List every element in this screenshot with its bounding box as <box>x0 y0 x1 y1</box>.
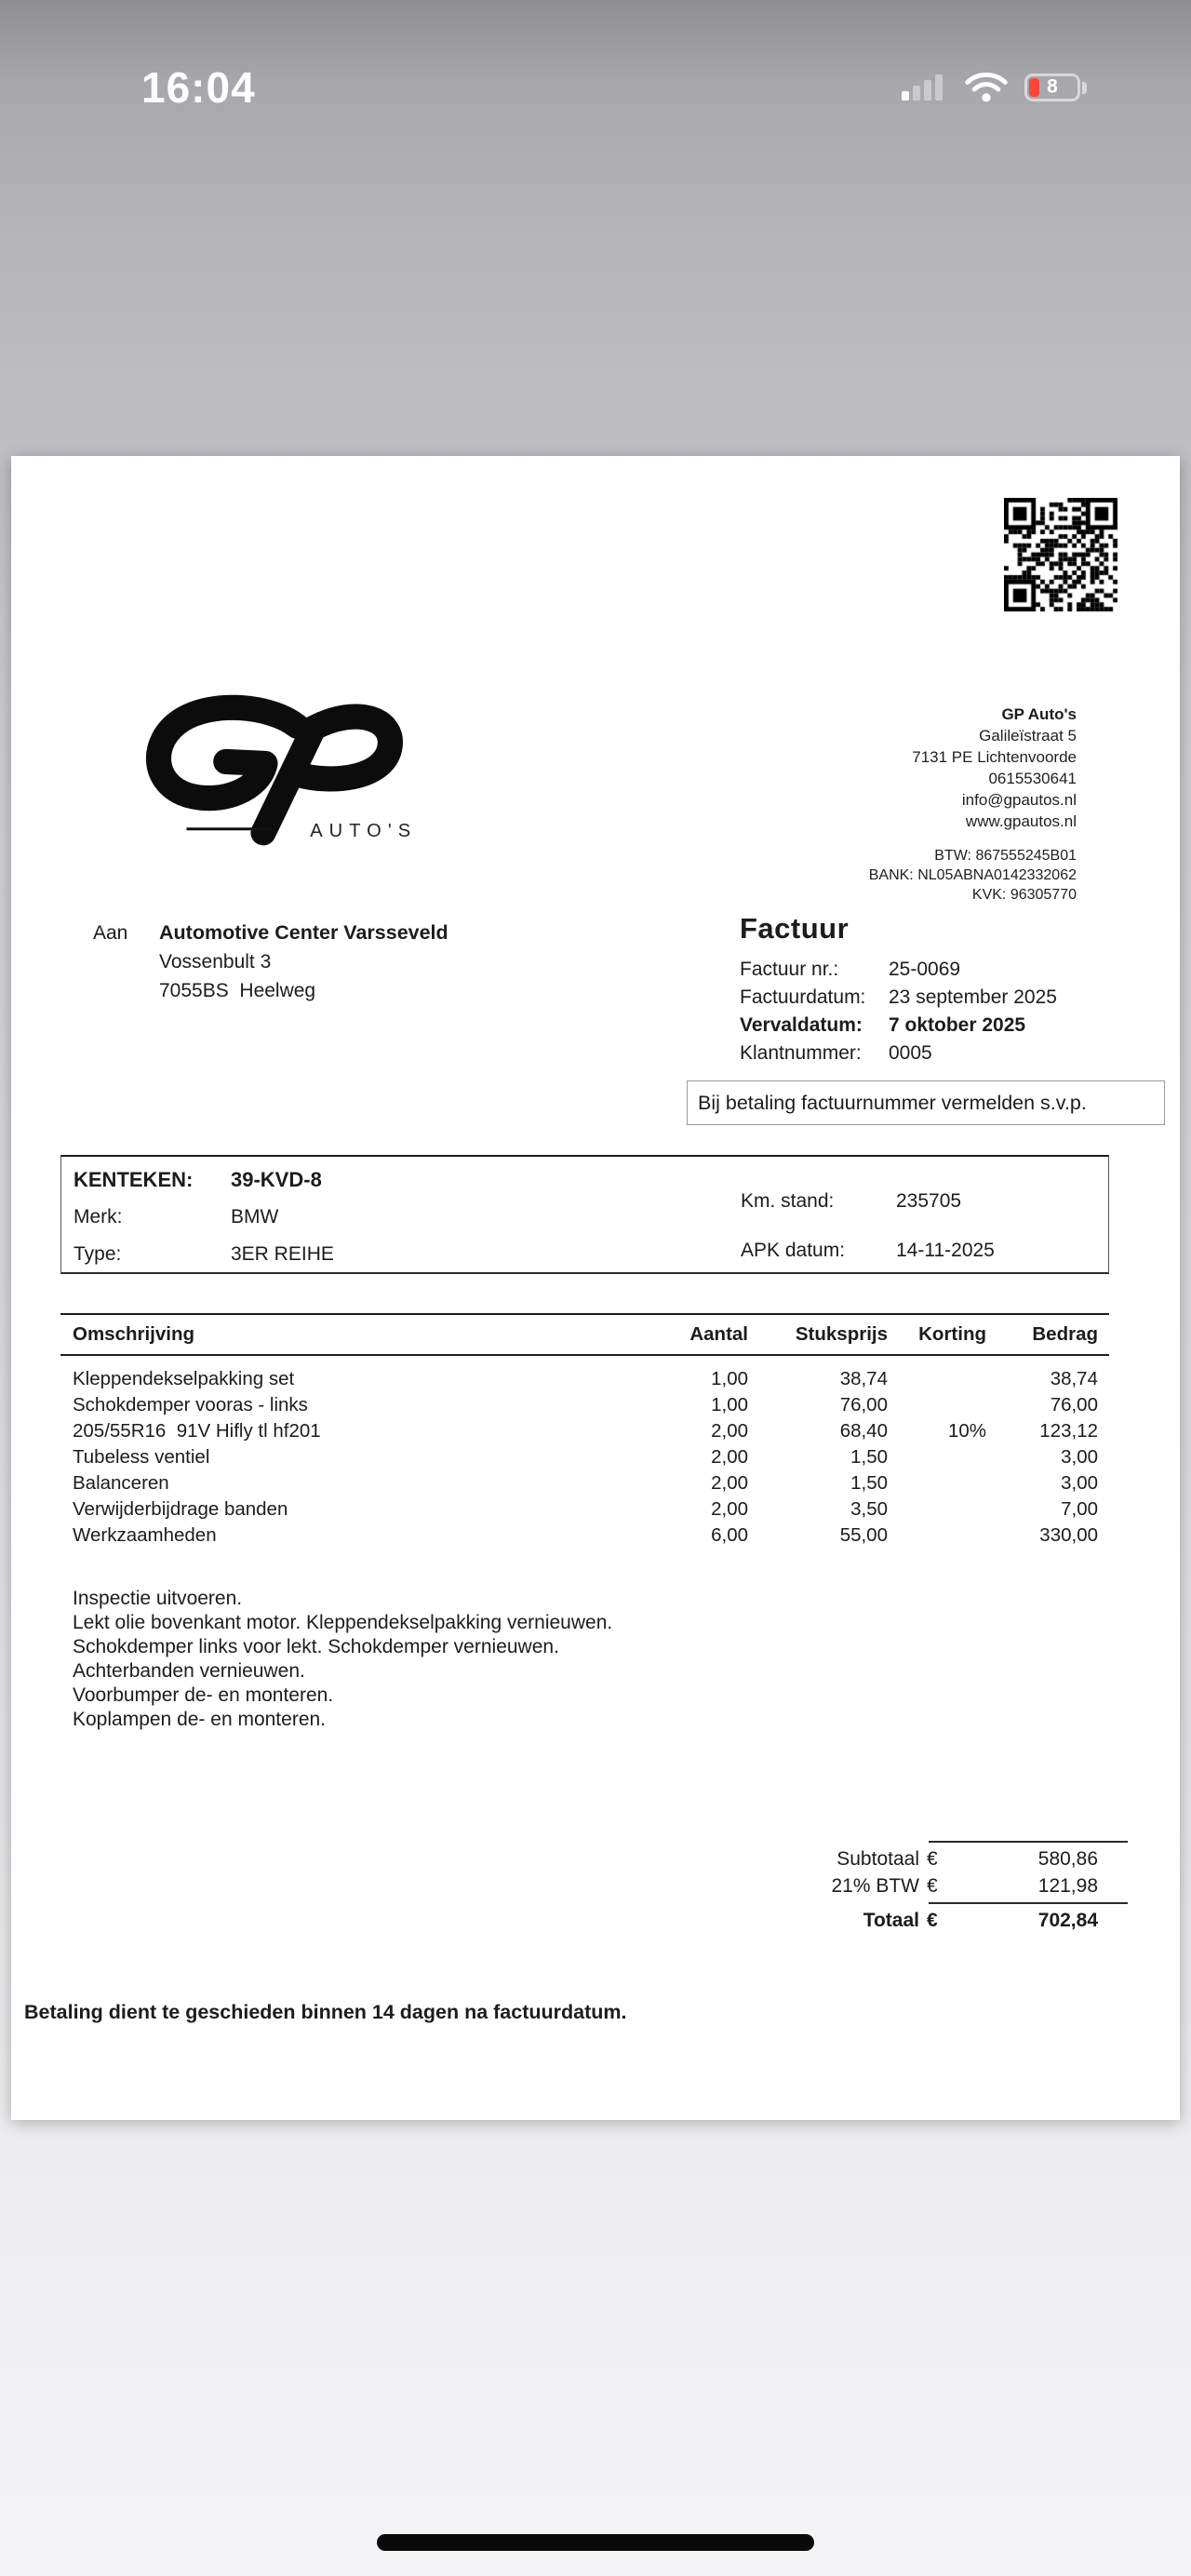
invoice-meta-label: Klantnummer: <box>740 1042 862 1064</box>
table-cell: 2,00 <box>711 1420 748 1442</box>
table-cell: 2,00 <box>711 1472 748 1494</box>
table-cell: Balanceren <box>73 1472 169 1494</box>
vehicle-type-row <box>74 1241 334 1268</box>
totals-currency: € <box>927 1875 938 1897</box>
invoice-meta-label: Vervaldatum: <box>740 1014 863 1036</box>
invoice-meta-label: Factuur nr.: <box>740 959 839 980</box>
gp-logo-subtext: AUTO'S <box>310 820 411 841</box>
work-note-line: Voorbumper de- en monteren. <box>73 1684 334 1706</box>
table-cell: 55,00 <box>839 1524 888 1546</box>
column-header: Korting <box>918 1323 986 1345</box>
work-note-line: Achterbanden vernieuwen. <box>73 1660 305 1682</box>
company-registration-line: KVK: 96305770 <box>971 887 1077 903</box>
table-cell: 76,00 <box>839 1394 888 1415</box>
table-row <box>60 1444 1109 1470</box>
column-header: Omschrijving <box>73 1323 195 1345</box>
totals-amount: 121,98 <box>1037 1875 1098 1897</box>
table-cell: Schokdemper vooras - links <box>73 1394 308 1415</box>
vehicle-info-box <box>60 1155 1109 1274</box>
company-address-line: www.gpautos.nl <box>965 812 1077 830</box>
table-cell: 6,00 <box>711 1524 748 1546</box>
table-cell: 76,00 <box>1050 1394 1098 1415</box>
table-cell <box>888 1444 986 1470</box>
company-registration <box>869 846 1077 905</box>
table-cell <box>888 1392 986 1418</box>
kenteken-value: 39-KVD-8 <box>231 1168 322 1191</box>
cellular-signal-icon <box>902 73 948 102</box>
table-cell: 7,00 <box>1061 1498 1098 1520</box>
invoice-header <box>687 912 1165 1125</box>
type-label: Type: <box>74 1243 122 1265</box>
status-bar <box>0 48 1191 127</box>
table-cell <box>888 1470 986 1496</box>
work-notes <box>73 1587 612 1732</box>
company-address <box>869 725 1077 832</box>
invoice-meta-value: 25-0069 <box>889 959 961 980</box>
table-cell: 205/55R16 91V Hifly tl hf201 <box>73 1420 321 1442</box>
vehicle-apk-row <box>741 1237 995 1265</box>
invoice-document[interactable] <box>11 456 1180 2120</box>
invoice-meta <box>740 956 1165 1067</box>
table-cell: 68,40 <box>839 1420 888 1442</box>
recipient-lines <box>93 947 448 1005</box>
column-header: Aantal <box>689 1323 748 1345</box>
gp-logo <box>130 691 411 868</box>
items-table <box>60 1313 1109 1549</box>
totals <box>661 1838 1098 1934</box>
table-row <box>60 1392 1109 1418</box>
table-cell: 3,00 <box>1061 1446 1098 1468</box>
company-info <box>869 704 1077 905</box>
home-indicator[interactable] <box>377 2534 814 2551</box>
company-registration-line: BANK: NL05ABNA0142332062 <box>868 867 1077 883</box>
totals-amount: 580,86 <box>1037 1848 1098 1870</box>
status-icons <box>902 72 1087 103</box>
totals-amount: 702,84 <box>1037 1910 1098 1931</box>
table-cell <box>888 1496 986 1523</box>
totals-rule <box>929 1902 1128 1904</box>
table-cell: 3,00 <box>1061 1472 1098 1494</box>
km-label: Km. stand: <box>741 1190 835 1212</box>
table-cell: 2,00 <box>711 1446 748 1468</box>
invoice-meta-row <box>740 1040 1165 1067</box>
totals-row <box>661 1907 1098 1934</box>
totals-label: Subtotaal <box>836 1848 919 1870</box>
company-registration-line: BTW: 867555245B01 <box>934 848 1077 864</box>
payment-note-box: Bij betaling factuurnummer vermelden s.v.p. <box>687 1080 1165 1125</box>
vehicle-km-row <box>741 1187 995 1215</box>
table-cell: 1,50 <box>850 1472 888 1494</box>
totals-label: Totaal <box>863 1910 919 1931</box>
table-cell: 38,74 <box>1050 1368 1098 1389</box>
company-address-line: info@gpautos.nl <box>961 791 1077 809</box>
apk-value: 14-11-2025 <box>896 1240 995 1261</box>
km-value: 235705 <box>896 1190 962 1212</box>
table-cell: Verwijderbijdrage banden <box>73 1498 288 1520</box>
payment-terms: Betaling dient te geschieden binnen 14 dagen na factuurdatum. <box>24 2001 627 2023</box>
merk-value: BMW <box>231 1206 279 1228</box>
table-cell: 330,00 <box>1039 1524 1098 1546</box>
totals-label: 21% BTW <box>831 1875 919 1897</box>
invoice-meta-row <box>740 984 1165 1012</box>
table-cell: 1,00 <box>711 1368 748 1389</box>
recipient-address-line: 7055BS Heelweg <box>159 980 316 1001</box>
qr-code <box>1004 498 1117 611</box>
table-cell <box>888 1523 986 1549</box>
battery-icon <box>1024 74 1087 101</box>
table-row <box>60 1366 1109 1392</box>
recipient-address <box>93 919 448 1005</box>
gp-logo-monogram <box>130 691 411 864</box>
table-cell: 1,50 <box>850 1446 888 1468</box>
merk-label: Merk: <box>74 1206 123 1228</box>
table-cell: Werkzaamheden <box>73 1524 217 1546</box>
work-note-line: Schokdemper links voor lekt. Schokdemper vernieuwen. <box>73 1636 559 1657</box>
battery-body <box>1024 74 1080 101</box>
table-cell: 2,00 <box>711 1498 748 1520</box>
vehicle-right-column <box>741 1187 995 1265</box>
table-row <box>60 1496 1109 1523</box>
wifi-icon <box>965 72 1008 103</box>
invoice-meta-label: Factuurdatum: <box>740 986 866 1008</box>
work-note-line: Koplampen de- en monteren. <box>73 1709 327 1730</box>
totals-row <box>661 1845 1098 1872</box>
company-address-line: 7131 PE Lichtenvoorde <box>912 748 1077 766</box>
table-row <box>60 1470 1109 1496</box>
company-address-line: Galileïstraat 5 <box>979 727 1077 745</box>
items-table-body <box>60 1366 1109 1549</box>
totals-rule <box>929 1841 1128 1843</box>
company-address-line: 0615530641 <box>988 770 1077 787</box>
table-row <box>60 1523 1109 1549</box>
invoice-meta-value: 0005 <box>889 1042 932 1064</box>
table-row <box>60 1418 1109 1444</box>
vehicle-kenteken-row <box>74 1166 334 1194</box>
vehicle-left-column <box>74 1166 334 1278</box>
column-header: Bedrag <box>1032 1323 1098 1345</box>
vehicle-merk-row <box>74 1203 334 1231</box>
recipient-address-line: Vossenbult 3 <box>159 951 272 973</box>
recipient-name: Automotive Center Varsseveld <box>159 921 448 944</box>
invoice-meta-row <box>740 956 1165 984</box>
apk-label: APK datum: <box>741 1240 846 1261</box>
battery-percent: 8 <box>1047 75 1058 98</box>
column-header: Stuksprijs <box>795 1323 888 1345</box>
recipient-label: Aan <box>93 922 128 944</box>
type-value: 3ER REIHE <box>231 1243 334 1265</box>
invoice-meta-value: 7 oktober 2025 <box>889 1014 1026 1036</box>
battery-cap <box>1082 82 1087 94</box>
table-cell: 38,74 <box>839 1368 888 1389</box>
company-name: GP Auto's <box>1001 705 1077 723</box>
work-note-line: Inspectie uitvoeren. <box>73 1588 243 1609</box>
table-cell: 3,50 <box>850 1498 888 1520</box>
table-cell: Kleppendekselpakking set <box>73 1368 295 1389</box>
table-cell <box>888 1366 986 1392</box>
invoice-meta-value: 23 september 2025 <box>889 986 1057 1008</box>
invoice-title: Factuur <box>740 912 850 945</box>
table-cell: 123,12 <box>1039 1420 1098 1442</box>
totals-row <box>661 1872 1098 1899</box>
work-note-line: Lekt olie bovenkant motor. Kleppendekselpakking vernieuwen. <box>73 1612 613 1633</box>
totals-currency: € <box>927 1848 938 1870</box>
kenteken-label: KENTEKEN: <box>74 1168 194 1191</box>
table-cell: Tubeless ventiel <box>73 1446 210 1468</box>
table-cell: 1,00 <box>711 1394 748 1415</box>
status-time: 16:04 <box>141 63 256 112</box>
totals-currency: € <box>927 1910 938 1931</box>
invoice-meta-row <box>740 1012 1165 1040</box>
table-cell: 10% <box>947 1420 986 1442</box>
items-table-header <box>60 1313 1109 1356</box>
